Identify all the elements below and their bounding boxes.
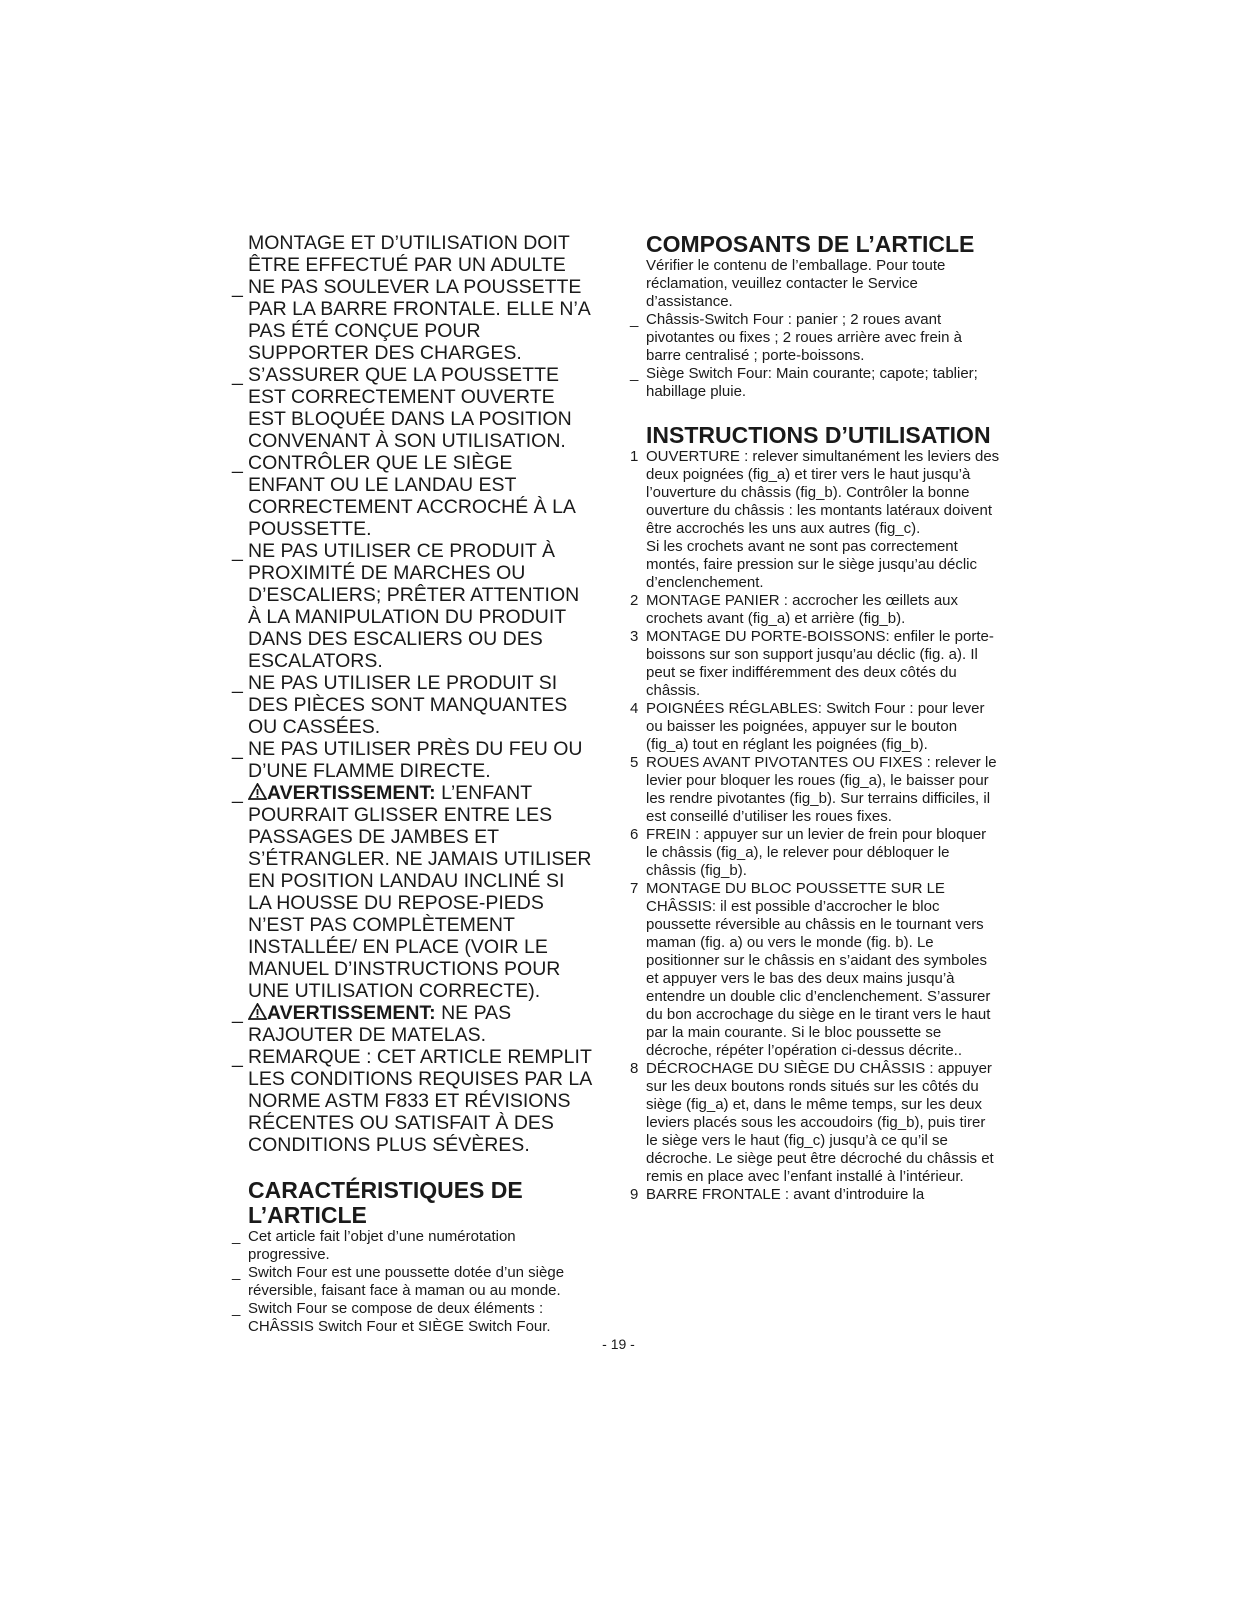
instruction-item: 3 MONTAGE DU PORTE-BOISSONS: enfiler le porte-boissons sur son support jusqu’au déclic (fig. a). Il peut se fixer indifféremment des deux côtés du châssis. [630,628,994,699]
safety-item: MONTAGE ET D’UTILISATION DOIT ÊTRE EFFECTUÉ PAR UN ADULTE [248,232,570,276]
safety-item: _ CONTRÔLER QUE LE SIÈGE ENFANT OU LE LANDAU EST CORRECTEMENT ACCROCHÉ À LA POUSSETTE. [232,452,575,540]
component-item: _ Siège Switch Four: Main courante; capote; tablier; habillage pluie. [630,365,978,400]
left-column [232,232,592,1336]
feature-item: _ Cet article fait l’objet d’une numérotation progressive. [232,1228,516,1263]
components-intro: Vérifier le contenu de l’emballage. Pour toute réclamation, veuillez contacter le Service d’assistance. [646,257,946,310]
page-number: - 19 - [602,1336,635,1352]
safety-item: _ NE PAS UTILISER PRÈS DU FEU OU D’UNE FLAMME DIRECTE. [232,738,583,782]
warning-triangle-icon [248,783,267,800]
warning-item: _ AVERTISSEMENT: L’ENFANT POURRAIT GLISSER ENTRE LES PASSAGES DE JAMBES ET S’ÉTRANGLER. NE JAMAIS UTILISER EN POSITION LANDAU INCLINÉ SI LA HOUSSE DU REPOSE-PIEDS N’EST PAS COMPLÈTEMENT INSTALLÉE/ EN PLACE (VOIR LE MANUEL D’INSTRUCTIONS POUR UNE UTILISATION CORRECTE). [232,782,592,1002]
feature-item: _ Switch Four est une poussette dotée d’un siège réversible, faisant face à maman ou au monde. [232,1264,565,1299]
instruction-item: 9 BARRE FRONTALE : avant d’introduire la [630,1186,925,1203]
instruction-item: 4 POIGNÉES RÉGLABLES: Switch Four : pour lever ou baisser les poignées, appuyer sur le bouton (fig_a) tout en réglant les poignées (fig_b). [630,700,985,753]
safety-list [232,232,592,1156]
instruction-item: 1 OUVERTURE : relever simultanément les leviers des deux poignées (fig_a) et tirer vers le haut jusqu’à l’ouverture du châssis (fig_b). Contrôler la bonne ouverture du châssis : les montants latéraux doivent être accrochés les uns aux autres (fig_c). Si les crochets avant ne sont pas correctement montés, faire pression sur le siège jusqu’au déclic d’enclenchement. [630,448,1000,591]
right-column [630,232,1000,1204]
components-title: COMPOSANTS DE L’ARTICLE [646,231,975,257]
instruction-item: 7 MONTAGE DU BLOC POUSSETTE SUR LE CHÂSSIS: il est possible d’accrocher le bloc poussette réversible au châssis en le tournant vers maman (fig. a) ou vers le monde (fig. b). Le positionner sur le châssis en s’aidant des symboles et appuyer vers le bas des deux mains jusqu’à entendre un double clic d’enclenchement. S’assurer du bon accrochage du siège en le tirant vers le haut par la main courante. Si le bloc poussette se décroche, répéter l’opération ci-dessus décrite.. [630,880,991,1059]
feature-item: _ Switch Four se compose de deux éléments : CHÂSSIS Switch Four et SIÈGE Switch Four. [232,1300,551,1335]
instruction-item: 2 MONTAGE PANIER : accrocher les œillets aux crochets avant (fig_a) et arrière (fig_b). [630,592,959,627]
instructions-title: INSTRUCTIONS D’UTILISATION [646,422,991,448]
components-list [630,311,1000,401]
instruction-item: 8 DÉCROCHAGE DU SIÈGE DU CHÂSSIS : appuyer sur les deux boutons ronds situés sur les côtés du siège (fig_a) et, dans le même temps, sur les deux leviers placés sous les accoudoirs (fig_b), puis tirer le siège vers le haut (fig_c) jusqu’à ce qu’il se décroche. Le siège peut être décroché du châssis et remis en place avec l’enfant installé à l’intérieur. [630,1060,994,1185]
features-title: CARACTÉRISTIQUES DE L’ARTICLE [248,1177,523,1228]
features-list [232,1228,592,1336]
instruction-item: 5 ROUES AVANT PIVOTANTES OU FIXES : relever le levier pour bloquer les roues (fig_a), le baisser pour les rendre pivotantes (fig_b). Sur terrains difficiles, il est conseillé d’utiliser les roues fixes. [630,754,997,825]
remark-item: _ REMARQUE : CET ARTICLE REMPLIT LES CONDITIONS REQUISES PAR LA NORME ASTM F833 ET RÉVISIONS RÉCENTES OU SATISFAIT À DES CONDITIONS PLUS SÉVÈRES. [232,1046,592,1156]
warning-triangle-icon [248,1003,267,1020]
instructions-list [630,448,1000,1204]
warning-item: _ AVERTISSEMENT: NE PAS RAJOUTER DE MATELAS. [232,1002,512,1046]
safety-item: _ NE PAS SOULEVER LA POUSSETTE PAR LA BARRE FRONTALE. ELLE N’A PAS ÉTÉ CONÇUE POUR SUPPORTER DES CHARGES. [232,276,590,364]
component-item: _ Châssis-Switch Four : panier ; 2 roues avant pivotantes ou fixes ; 2 roues arrière avec frein à barre centralisé ; porte-boissons. [630,311,962,364]
safety-item: _ NE PAS UTILISER LE PRODUIT SI DES PIÈCES SONT MANQUANTES OU CASSÉES. [232,672,568,738]
safety-item: _ NE PAS UTILISER CE PRODUIT À PROXIMITÉ DE MARCHES OU D’ESCALIERS; PRÊTER ATTENTION À LA MANIPULATION DU PRODUIT DANS DES ESCALIERS OU DES ESCALATORS. [232,540,580,672]
safety-item: _ S’ASSURER QUE LA POUSSETTE EST CORRECTEMENT OUVERTE EST BLOQUÉE DANS LA POSITION CONVENANT À SON UTILISATION. [232,364,572,452]
instruction-item: 6 FREIN : appuyer sur un levier de frein pour bloquer le châssis (fig_a), le relever pour débloquer le châssis (fig_b). [630,826,987,879]
